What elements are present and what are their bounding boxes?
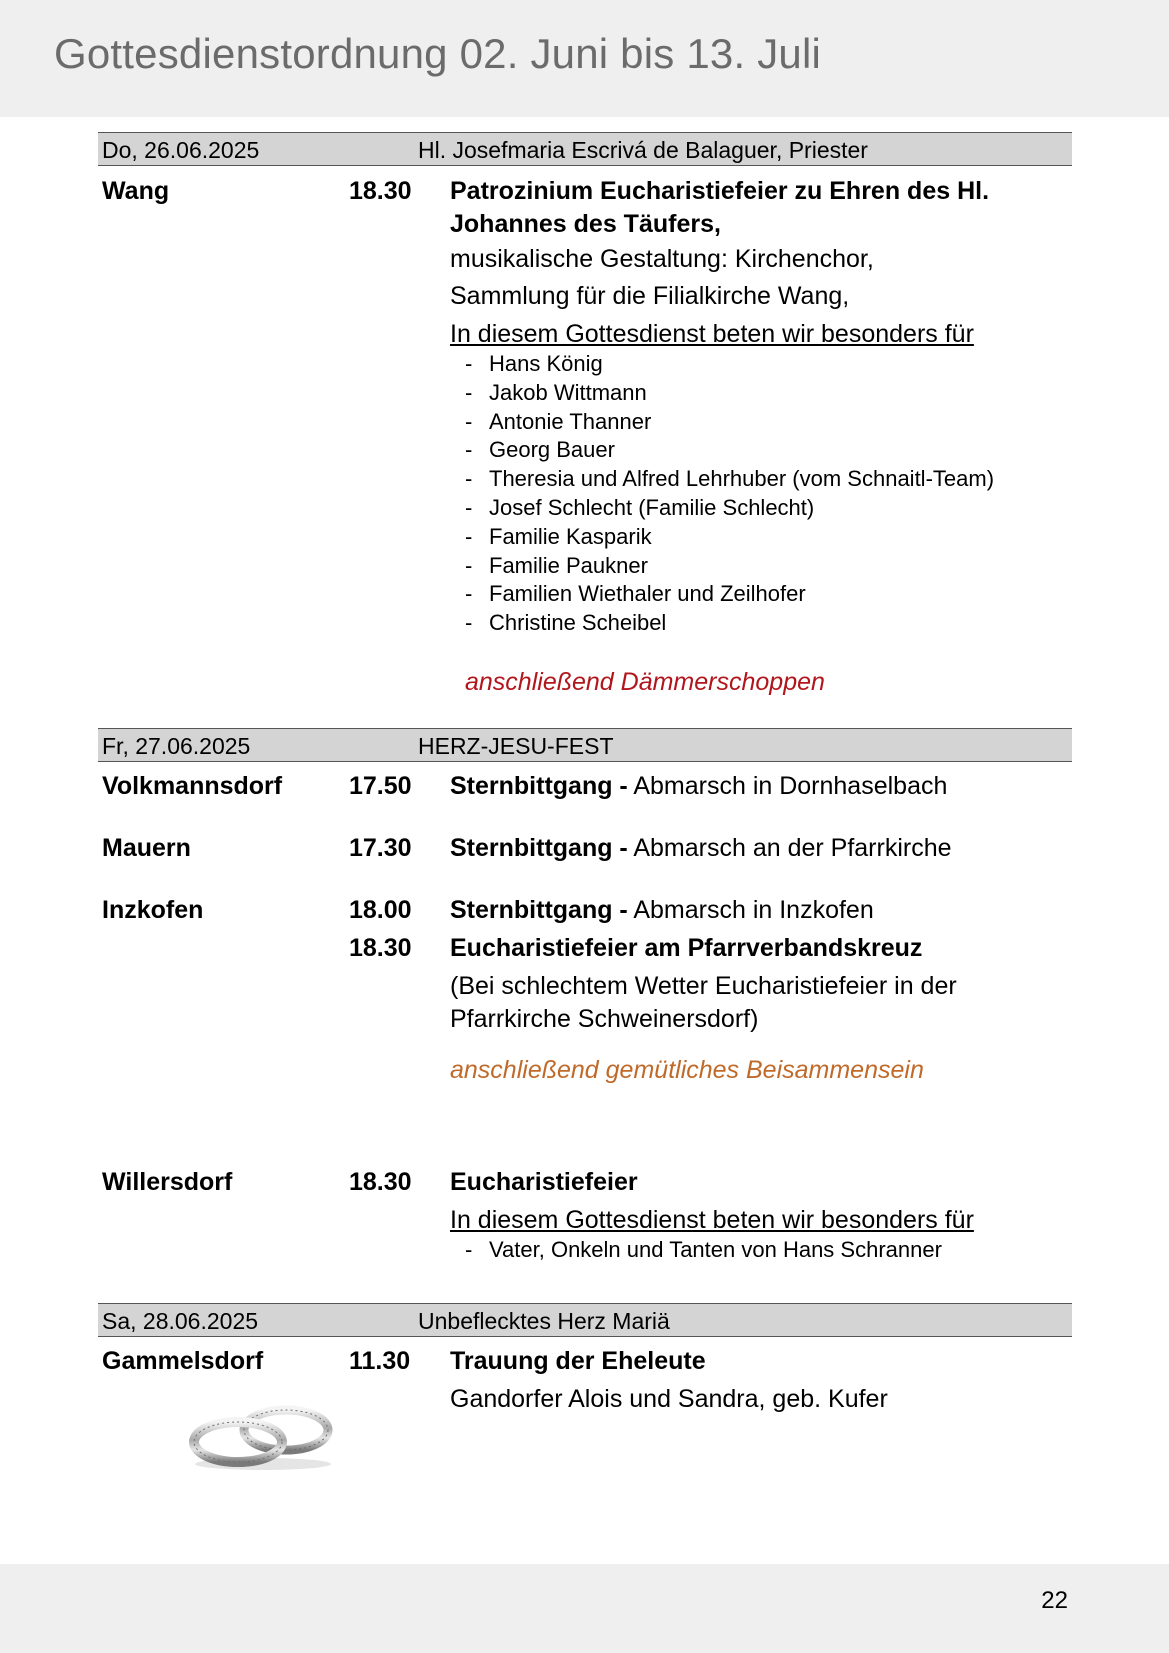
- service-title-bold: Sternbittgang -: [450, 896, 628, 924]
- service-note-line: (Bei schlechtem Wetter Eucharistiefeier in der: [450, 972, 957, 1000]
- intention-list: [465, 1236, 942, 1265]
- service-title-line: Patrozinium Eucharistiefeier zu Ehren des Hl.: [450, 177, 990, 205]
- service-title: [450, 770, 947, 803]
- service-detail: Abmarsch in Dornhaselbach: [627, 772, 948, 800]
- service-title: [450, 894, 874, 927]
- day-feast: Unbeflecktes Herz Mariä: [418, 1308, 670, 1334]
- service-title: Eucharistiefeier: [450, 1168, 638, 1196]
- service-time: 18.30: [349, 1168, 412, 1196]
- service-place: Mauern: [102, 834, 191, 862]
- intention-item: - Josef Schlecht (Familie Schlecht): [465, 494, 994, 523]
- after-note: anschließend gemütliches Beisammensein: [450, 1056, 924, 1084]
- intention-item: - Georg Bauer: [465, 436, 994, 465]
- intention-item: - Vater, Onkeln und Tanten von Hans Schranner: [465, 1236, 942, 1265]
- service-note-line: Pfarrkirche Schweinersdorf): [450, 1005, 759, 1033]
- intention-item: - Familie Kasparik: [465, 523, 994, 552]
- intention-item: - Familie Paukner: [465, 552, 994, 581]
- day-feast: Hl. Josefmaria Escrivá de Balaguer, Priester: [418, 137, 868, 163]
- intention-heading: In diesem Gottesdienst beten wir besonders für: [450, 1206, 974, 1234]
- service-place: Volkmannsdorf: [102, 772, 283, 800]
- service-title: Trauung der Eheleute: [450, 1347, 706, 1375]
- service-music: musikalische Gestaltung: Kirchenchor,: [450, 245, 874, 273]
- service-detail: Abmarsch an der Pfarrkirche: [627, 834, 952, 862]
- page-number: 22: [1041, 1587, 1068, 1614]
- day-date: Fr, 27.06.2025: [102, 733, 251, 759]
- service-detail: Gandorfer Alois und Sandra, geb. Kufer: [450, 1385, 888, 1413]
- page-footer: [0, 1564, 1169, 1653]
- service-title-bold: Sternbittgang -: [450, 772, 628, 800]
- service-note: [450, 970, 957, 1036]
- service-title: [450, 832, 952, 865]
- intention-item: - Theresia und Alfred Lehrhuber (vom Schnaitl-Team): [465, 465, 994, 494]
- intention-item: - Antonie Thanner: [465, 408, 994, 437]
- day-date: Sa, 28.06.2025: [102, 1308, 259, 1334]
- service-time: 11.30: [349, 1347, 411, 1375]
- day-header: [98, 728, 1072, 762]
- service-time: 18.30: [349, 177, 412, 205]
- service-title-bold: Sternbittgang -: [450, 834, 628, 862]
- intention-heading: In diesem Gottesdienst beten wir besonders für: [450, 320, 974, 348]
- day-header: [98, 1303, 1072, 1337]
- day-date: Do, 26.06.2025: [102, 137, 260, 163]
- day-feast: HERZ-JESU-FEST: [418, 733, 614, 759]
- service-collection: Sammlung für die Filialkirche Wang,: [450, 282, 850, 310]
- service-time: 17.50: [349, 772, 412, 800]
- service-title: [450, 175, 989, 241]
- service-detail: Abmarsch in Inzkofen: [627, 896, 874, 924]
- intention-item: - Jakob Wittmann: [465, 379, 994, 408]
- service-place: Willersdorf: [102, 1168, 233, 1196]
- service-title-line: Johannes des Täufers,: [450, 210, 721, 238]
- intention-item: - Familien Wiethaler und Zeilhofer: [465, 580, 994, 609]
- service-place: Inzkofen: [102, 896, 204, 924]
- service-place: Wang: [102, 177, 170, 205]
- intention-item: - Christine Scheibel: [465, 609, 994, 638]
- after-note: anschließend Dämmerschoppen: [465, 668, 825, 696]
- service-time: 18.30: [349, 934, 412, 962]
- service-place: Gammelsdorf: [102, 1347, 264, 1375]
- intention-list: [465, 350, 994, 638]
- service-time: 17.30: [349, 834, 412, 862]
- service-title: Eucharistiefeier am Pfarrverbandskreuz: [450, 934, 923, 962]
- page-header: [0, 0, 1169, 117]
- page-title: Gottesdienstordnung 02. Juni bis 13. Juli: [54, 30, 822, 77]
- day-header: [98, 132, 1072, 166]
- wedding-rings-icon: [188, 1400, 338, 1472]
- service-time: 18.00: [349, 896, 412, 924]
- intention-item: - Hans König: [465, 350, 994, 379]
